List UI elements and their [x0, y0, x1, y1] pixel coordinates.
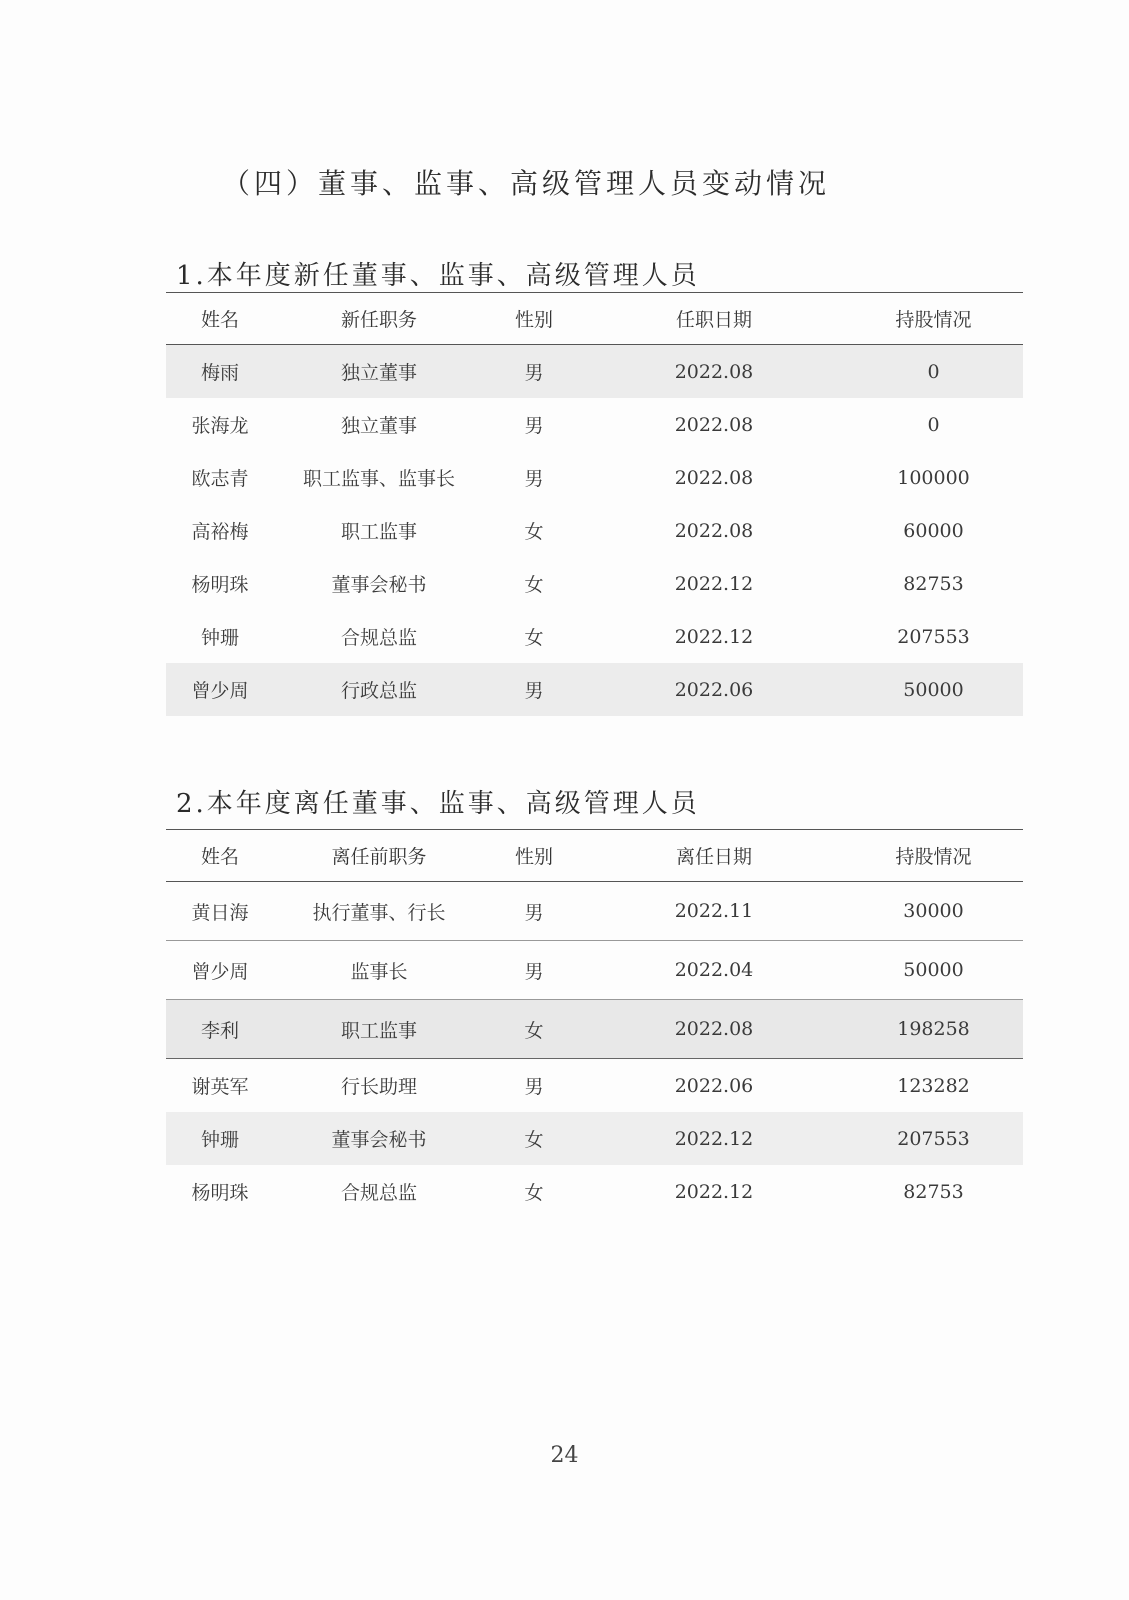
cell-sex: 女 [484, 1000, 584, 1059]
table-row [166, 882, 1023, 941]
cell-role: 职工监事、监事长 [302, 468, 455, 490]
cell-date: 2022.11 [584, 882, 844, 941]
table-row [166, 1165, 1023, 1218]
cell-shares: 60000 [903, 519, 964, 542]
cell-date: 2022.12 [674, 1180, 754, 1203]
departures-title: 2.本年度离任董事、监事、高级管理人员 [176, 789, 700, 819]
cell-role: 职工监事 [274, 1000, 484, 1059]
cell-name: 钟珊 [200, 627, 239, 649]
header-sex: 性别 [484, 830, 584, 882]
cell-role: 独立董事 [340, 415, 417, 437]
cell-sex: 女 [524, 521, 544, 543]
table-row [166, 941, 1023, 1000]
cell-sex: 女 [524, 627, 544, 649]
new-appointments-table [166, 292, 1023, 716]
cell-date: 2022.04 [584, 941, 844, 1000]
header-date: 任职日期 [584, 293, 844, 345]
cell-role: 职工监事 [340, 521, 417, 543]
cell-date: 2022.12 [674, 625, 754, 648]
header-name: 姓名 [166, 830, 274, 882]
table-row [166, 451, 1023, 504]
cell-date: 2022.06 [584, 663, 844, 716]
cell-name: 杨明珠 [191, 574, 249, 596]
cell-shares: 30000 [844, 882, 1023, 941]
new-appointments-title: 1.本年度新任董事、监事、高级管理人员 [176, 261, 700, 291]
cell-date: 2022.08 [674, 413, 754, 436]
cell-role: 执行董事、行长 [274, 882, 484, 941]
cell-name: 钟珊 [166, 1112, 274, 1165]
header-name: 姓名 [166, 293, 274, 345]
page-number: 24 [550, 1443, 579, 1468]
cell-role: 行政总监 [274, 663, 484, 716]
table-row [166, 345, 1023, 399]
cell-sex: 女 [524, 574, 544, 596]
table-row [166, 1112, 1023, 1165]
cell-date: 2022.08 [584, 1000, 844, 1059]
cell-role: 董事会秘书 [274, 1112, 484, 1165]
table-row [166, 1000, 1023, 1059]
cell-role: 监事长 [274, 941, 484, 1000]
cell-shares: 198258 [844, 1000, 1023, 1059]
cell-sex: 男 [524, 468, 544, 490]
table-row [166, 557, 1023, 610]
header-sex: 性别 [484, 293, 584, 345]
cell-shares: 0 [927, 413, 940, 436]
cell-name: 曾少周 [166, 941, 274, 1000]
cell-shares: 123282 [897, 1074, 970, 1097]
table-row [166, 1059, 1023, 1113]
table-row [166, 504, 1023, 557]
cell-sex: 男 [484, 941, 584, 1000]
cell-shares: 207553 [897, 625, 970, 648]
cell-shares: 82753 [903, 1180, 964, 1203]
header-shares: 持股情况 [844, 293, 1023, 345]
cell-sex: 女 [524, 1182, 544, 1204]
cell-name: 梅雨 [166, 345, 274, 399]
cell-shares: 207553 [844, 1112, 1023, 1165]
cell-shares: 50000 [844, 941, 1023, 1000]
cell-name: 杨明珠 [191, 1182, 249, 1204]
table-row [166, 610, 1023, 663]
header-date: 离任日期 [584, 830, 844, 882]
cell-date: 2022.08 [584, 345, 844, 399]
cell-role: 董事会秘书 [331, 574, 427, 596]
cell-sex: 女 [484, 1112, 584, 1165]
cell-name: 高裕梅 [191, 521, 249, 543]
cell-role: 行长助理 [340, 1076, 417, 1098]
cell-name: 欧志青 [191, 468, 249, 490]
cell-sex: 男 [524, 415, 544, 437]
cell-role: 独立董事 [274, 345, 484, 399]
cell-sex: 男 [484, 663, 584, 716]
table-header-row [166, 293, 1023, 345]
header-role: 新任职务 [274, 293, 484, 345]
header-shares: 持股情况 [844, 830, 1023, 882]
cell-name: 李利 [166, 1000, 274, 1059]
cell-role: 合规总监 [340, 1182, 417, 1204]
cell-name: 曾少周 [166, 663, 274, 716]
cell-date: 2022.08 [674, 519, 754, 542]
table-row [166, 663, 1023, 716]
cell-date: 2022.08 [674, 466, 754, 489]
section-heading: （四）董事、监事、高级管理人员变动情况 [222, 167, 831, 200]
cell-shares: 82753 [903, 572, 964, 595]
table-row [166, 398, 1023, 451]
cell-shares: 50000 [844, 663, 1023, 716]
cell-name: 黄日海 [166, 882, 274, 941]
cell-sex: 男 [484, 345, 584, 399]
cell-date: 2022.12 [674, 572, 754, 595]
cell-role: 合规总监 [340, 627, 417, 649]
cell-sex: 男 [484, 882, 584, 941]
cell-name: 谢英军 [191, 1076, 249, 1098]
cell-name: 张海龙 [191, 415, 249, 437]
cell-shares: 0 [844, 345, 1023, 399]
departures-table [166, 829, 1023, 1218]
header-role: 离任前职务 [274, 830, 484, 882]
cell-date: 2022.12 [584, 1112, 844, 1165]
table-header-row [166, 830, 1023, 882]
cell-date: 2022.06 [674, 1074, 754, 1097]
cell-shares: 100000 [897, 466, 970, 489]
cell-sex: 男 [524, 1076, 544, 1098]
